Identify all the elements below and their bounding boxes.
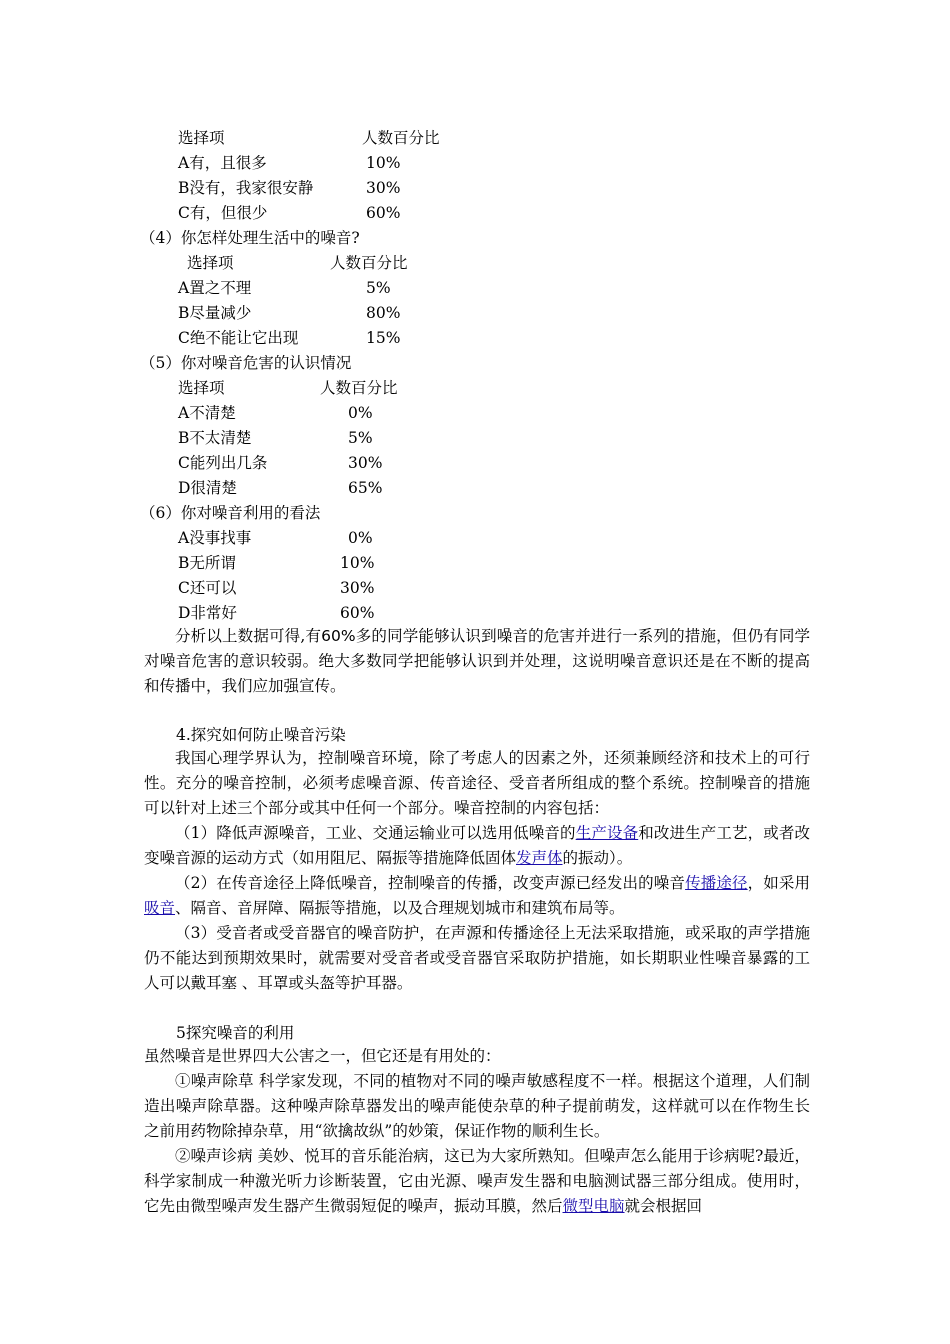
- q3-row-percent: 10%: [366, 154, 401, 172]
- q5-row-percent: 65%: [348, 479, 383, 497]
- q5-header-percent: 人数百分比: [320, 379, 398, 397]
- section5-item1: [144, 1069, 810, 1144]
- q5-header-option: 选择项: [178, 379, 225, 397]
- section4-item3-text: （3）受音者或受音器官的噪音防护，在声源和传播途径上无法采取措施，或采取的声学措施仍不能达到预期效果时，就需要对受音者或受音器官采取防护措施，如长期职业性噪音暴露的工人可以戴耳塞 、耳罩或头盔等护耳器。: [144, 924, 810, 992]
- q3-header-option: 选择项: [178, 129, 225, 147]
- q5-row-option: A不清楚: [178, 404, 236, 422]
- section4-text: （2）在传音途径上降低噪音，控制噪音的传播，改变声源已经发出的噪音: [175, 874, 686, 892]
- analysis-text: 多的同学能够认识到噪音的危害并进行一系列的措施，但仍有同学对噪音危害的意识较弱。绝大多数同学把能够认识到并处理，这说明噪音意识还是在不断的提高和传播中，我们应加强宣传。: [144, 627, 810, 695]
- q4-row-option: B尽量减少: [178, 304, 252, 322]
- section4-text: （1）降低声源噪音，工业、交通运输业可以选用低噪音的: [175, 824, 576, 842]
- q6-row-percent: 60%: [340, 604, 375, 622]
- q6-row-percent: 30%: [340, 579, 375, 597]
- q3-header-percent: 人数百分比: [362, 129, 440, 147]
- section4-text: ，如采用: [747, 874, 810, 892]
- q5-row-option: B不太清楚: [178, 429, 252, 447]
- q6-row-percent: 10%: [340, 554, 375, 572]
- q5-row-option: C能列出几条: [178, 454, 268, 472]
- section4-item3: [144, 921, 810, 996]
- analysis-highlight: 60%: [321, 627, 356, 645]
- section4-text: 、隔音、音屏障、隔振等措施，以及合理规划城市和建筑布局等。: [175, 899, 625, 917]
- section5-text: ②噪声诊病 美妙、悦耳的音乐能治病，这已为大家所熟知。但噪声怎么能用于诊病呢?最近，科学家制成一种激光听力诊断装置，它由光源、噪声发生器和电脑测试器三部分组成。使用时，它先由微型噪声发生器产生微弱短促的噪声，振动耳膜，然后: [144, 1147, 810, 1215]
- q6-title: （6）你对噪音利用的看法: [140, 504, 321, 522]
- section4-item2: [144, 871, 810, 921]
- q5-row-option: D很清楚: [178, 479, 237, 497]
- section5-heading: 5探究噪音的利用: [176, 1024, 295, 1042]
- analysis-text: 分析以上数据可得,有: [175, 627, 322, 645]
- q6-row-percent: 0%: [348, 529, 373, 547]
- q4-row-percent: 5%: [366, 279, 391, 297]
- q5-row-percent: 5%: [348, 429, 373, 447]
- q4-header-percent: 人数百分比: [330, 254, 408, 272]
- q5-row-percent: 0%: [348, 404, 373, 422]
- section4-text: 的振动）。: [562, 849, 633, 867]
- q5-title: （5）你对噪音危害的认识情况: [140, 354, 352, 372]
- q4-header-option: 选择项: [187, 254, 234, 272]
- q6-row-option: A没事找事: [178, 529, 252, 547]
- section4-intro: [144, 746, 810, 821]
- section5-intro: [144, 1044, 810, 1069]
- q4-row-percent: 80%: [366, 304, 401, 322]
- q4-row-option: C绝不能让它出现: [178, 329, 299, 347]
- q3-row-option: B没有，我家很安静: [178, 179, 314, 197]
- link-sounding-body[interactable]: 发声体: [516, 849, 563, 867]
- link-transmission-path[interactable]: 传播途径: [685, 874, 748, 892]
- q4-row-option: A置之不理: [178, 279, 252, 297]
- section5-item1-text: ①噪声除草 科学家发现，不同的植物对不同的噪声敏感程度不一样。根据这个道理，人们制造出噪声除草器。这种噪声除草器发出的噪声能使杂草的种子提前萌发，这样就可以在作物生长之前用药物除掉杂草，用“欲擒故纵”的妙策，保证作物的顺利生长。: [144, 1072, 810, 1140]
- q3-row-percent: 60%: [366, 204, 401, 222]
- q6-row-option: D非常好: [178, 604, 237, 622]
- q4-row-percent: 15%: [366, 329, 401, 347]
- section5-text: 就会根据回: [624, 1197, 703, 1215]
- q4-title: （4）你怎样处理生活中的噪音?: [140, 229, 360, 247]
- analysis-paragraph: [144, 624, 810, 699]
- section5-intro-text: 虽然噪音是世界四大公害之一，但它还是有用处的：: [144, 1047, 501, 1065]
- section4-intro-text: 我国心理学界认为，控制噪音环境，除了考虑人的因素之外，还须兼顾经济和技术上的可行性。充分的噪音控制，必须考虑噪音源、传音途径、受音者所组成的整个系统。控制噪音的措施可以针对上述三个部分或其中任何一个部分。噪音控制的内容包括：: [144, 749, 810, 817]
- q5-row-percent: 30%: [348, 454, 383, 472]
- section5-item2: [144, 1144, 810, 1219]
- q6-row-option: C还可以: [178, 579, 237, 597]
- link-micro-computer[interactable]: 微型电脑: [562, 1197, 625, 1215]
- link-sound-absorption[interactable]: 吸音: [144, 899, 176, 917]
- section4-text: 和改进生产工艺，或者改变噪音源的运动方式（如用阻尼、隔振等措施降低固体: [144, 824, 810, 867]
- section4-item1: [144, 821, 810, 871]
- q3-row-option: C有，但很少: [178, 204, 268, 222]
- section4-heading: 4.探究如何防止噪音污染: [176, 726, 346, 744]
- link-production-equipment[interactable]: 生产设备: [575, 824, 639, 842]
- q3-row-option: A有，且很多: [178, 154, 267, 172]
- q3-row-percent: 30%: [366, 179, 401, 197]
- q6-row-option: B无所谓: [178, 554, 236, 572]
